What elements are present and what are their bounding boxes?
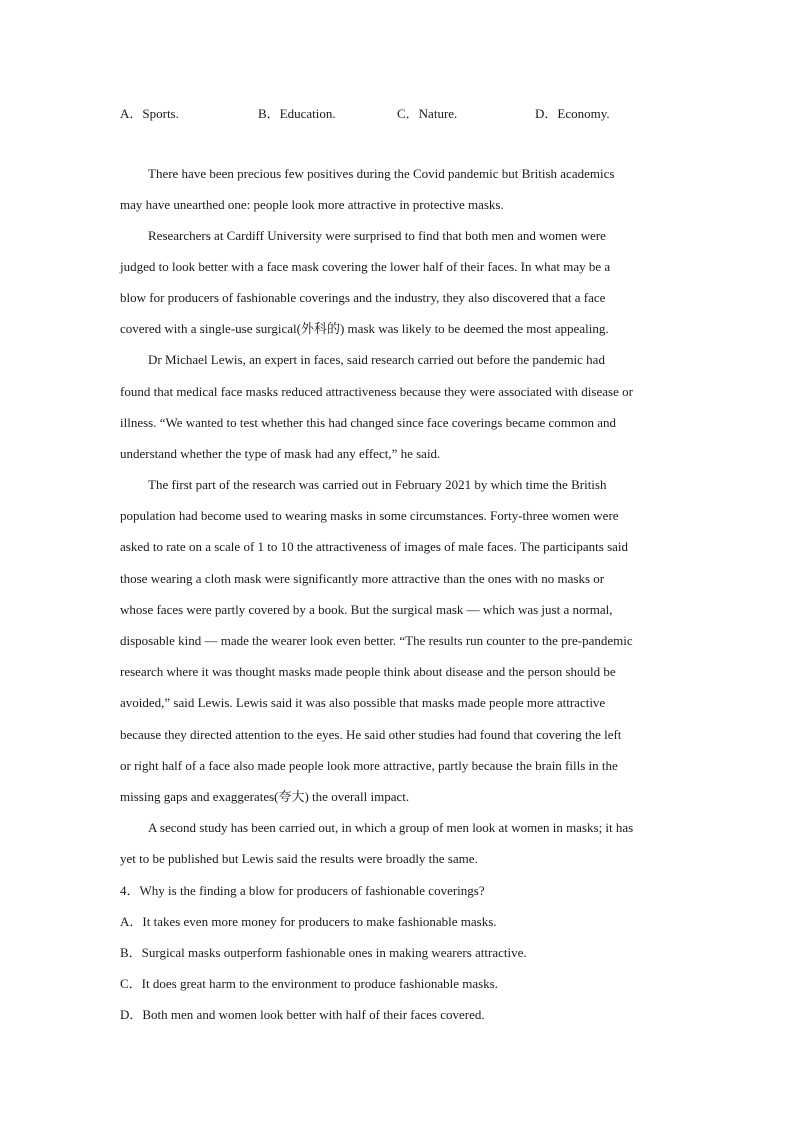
option-text: Education. [279, 106, 336, 121]
option-b [258, 103, 336, 122]
passage-line: asked to rate on a scale of 1 to 10 the attractiveness of images of male faces. The participants said [120, 539, 629, 554]
passage-line: because they directed attention to the eyes. He said other studies had found that covering the left [120, 727, 622, 742]
passage-line: research where it was thought masks made people think about disease and the person should be [120, 664, 616, 679]
passage-line: those wearing a cloth mask were significantly more attractive than the ones with no masks or [120, 571, 605, 586]
passage-line: understand whether the type of mask had any effect,” he said. [120, 446, 441, 461]
passage-line: judged to look better with a face mask covering the lower half of their faces. In what may be a [120, 259, 611, 274]
option-letter: A． [120, 106, 143, 121]
passage-line: Researchers at Cardiff University were surprised to find that both men and women were [148, 228, 606, 243]
passage-line: There have been precious few positives during the Covid pandemic but British academics [148, 166, 615, 181]
option-d [535, 103, 610, 122]
option-letter: B． [258, 106, 280, 121]
passage-line: covered with a single-use surgical(外科的) mask was likely to be deemed the most appealing. [120, 321, 609, 336]
answer-option-c: C．It does great harm to the environment to produce fashionable masks. [120, 976, 498, 991]
answer-option-b: B．Surgical masks outperform fashionable ones in making wearers attractive. [120, 945, 527, 960]
passage-line: found that medical face masks reduced attractiveness because they were associated with disease or [120, 384, 633, 399]
passage-line: yet to be published but Lewis said the results were broadly the same. [120, 851, 478, 866]
passage-line: A second study has been carried out, in which a group of men look at women in masks; it has [148, 820, 634, 835]
option-c [397, 103, 457, 122]
answer-option-d: D．Both men and women look better with half of their faces covered. [120, 1007, 485, 1022]
option-letter: D． [535, 106, 558, 121]
passage-line: illness. “We wanted to test whether this had changed since face coverings became common and [120, 415, 617, 430]
question-stem: 4．Why is the finding a blow for producers of fashionable coverings? [120, 883, 485, 898]
passage-line: or right half of a face also made people look more attractive, partly because the brain fills in the [120, 758, 618, 773]
passage-line: Dr Michael Lewis, an expert in faces, said research carried out before the pandemic had [148, 352, 605, 367]
passage-line: may have unearthed one: people look more attractive in protective masks. [120, 197, 504, 212]
answer-option-a: A．It takes even more money for producers to make fashionable masks. [120, 914, 497, 929]
previous-question-options [120, 103, 680, 123]
passage-line: The first part of the research was carried out in February 2021 by which time the British [148, 477, 607, 492]
option-text: Economy. [557, 106, 610, 121]
option-text: Sports. [142, 106, 179, 121]
option-text: Nature. [418, 106, 458, 121]
passage-line: population had become used to wearing masks in some circumstances. Forty-three women were [120, 508, 619, 523]
passage-line: missing gaps and exaggerates(夸大) the overall impact. [120, 789, 410, 804]
passage-line: whose faces were partly covered by a book. But the surgical mask — which was just a normal, [120, 602, 613, 617]
option-a [120, 103, 179, 122]
passage-line: blow for producers of fashionable coverings and the industry, they also discovered that a face [120, 290, 606, 305]
option-letter: C． [397, 106, 419, 121]
passage-line: avoided,” said Lewis. Lewis said it was also possible that masks made people more attractive [120, 695, 606, 710]
passage-line: disposable kind — made the wearer look even better. “The results run counter to the pre-pandemic [120, 633, 633, 648]
